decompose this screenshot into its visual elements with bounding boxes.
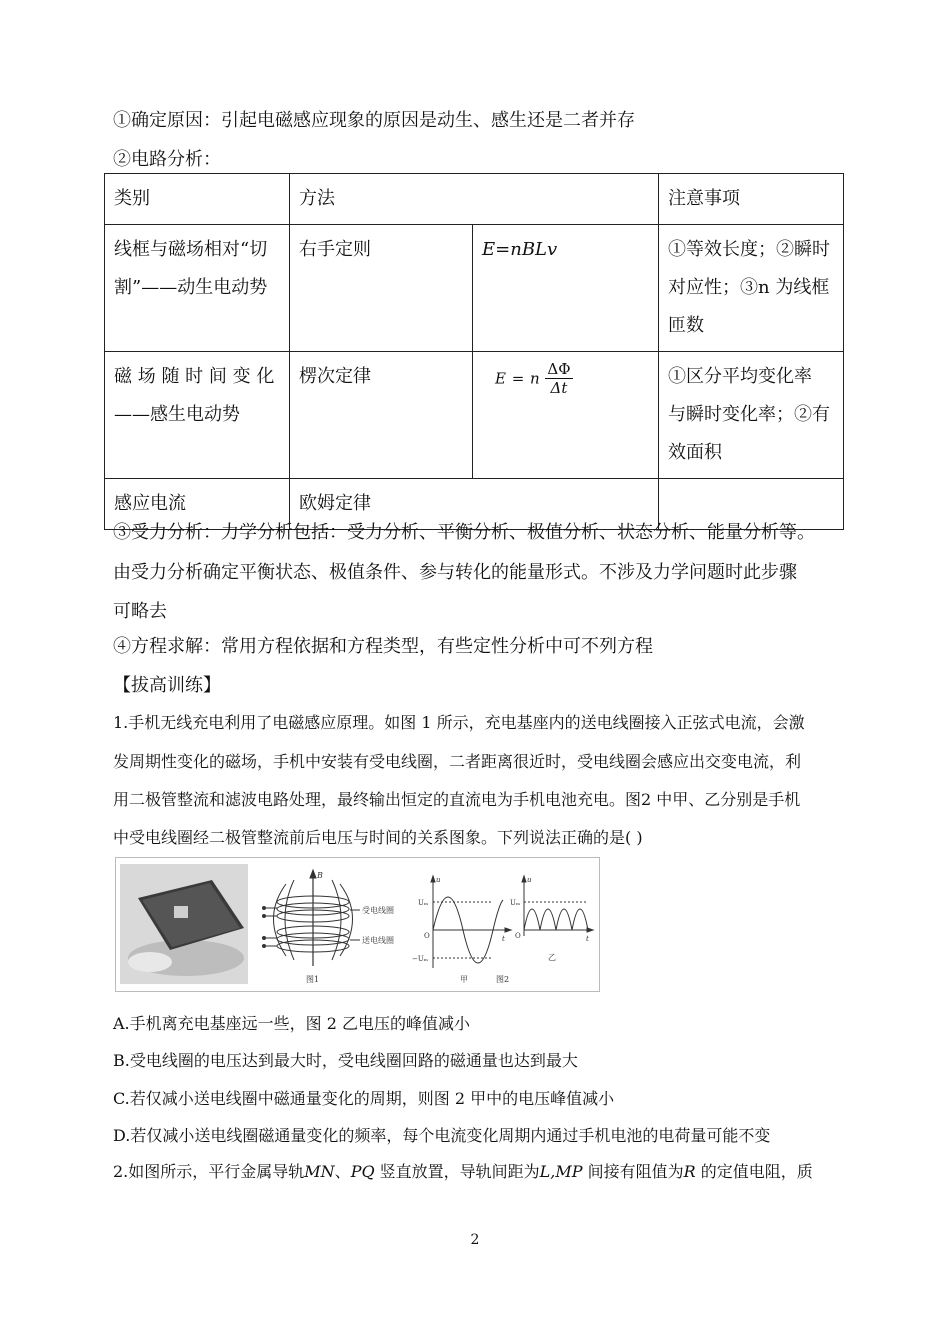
q1-figure (115, 857, 600, 992)
fig1-caption: 图1 (306, 975, 320, 984)
graph-jia (431, 876, 511, 968)
circuit-analysis-table (104, 173, 844, 530)
jia-neg-um-label: −Uₘ (412, 955, 429, 963)
q1-line-4: 中受电线圈经二极管整流前后电压与时间的关系图象。下列说法正确的是( ) (113, 828, 643, 847)
fraction-dphi-dt: $\frac{\Delta\Phi}{\Delta t}$ (547, 360, 571, 397)
graph-yi (522, 876, 593, 936)
page-number: 2 (470, 1232, 480, 1248)
step-3-force-a: ③受力分析：力学分析包括：受力分析、平衡分析、极值分析、状态分析、能量分析等。 (113, 522, 815, 543)
row1-category: 线框与磁场相对“切 割”——动生电动势 (105, 225, 290, 352)
yi-um-label: Uₘ (510, 899, 521, 907)
yi-origin-label: O (515, 932, 521, 940)
jia-origin-label: O (424, 932, 430, 940)
wireless-charging-figure (116, 858, 599, 991)
q1-option-c: C.若仅减小送电线圈中磁通量变化的周期，则图 2 甲中的电压峰值减小 (113, 1089, 615, 1108)
table-header-row (105, 174, 844, 225)
q2-line-1: 2.如图所示，平行金属导轨MN、PQ 竖直放置，导轨间距为L,MP 间接有阻值为R 的定值电阻，质 (113, 1162, 813, 1181)
row3-method: 欧姆定律 (290, 479, 659, 530)
q1-line-3: 用二极管整流和滤波电路处理，最终输出恒定的直流电为手机电池充电。图2 中甲、乙分别是手机 (113, 790, 801, 809)
row3-category: 感应电流 (105, 479, 290, 530)
yi-u-axis: u (527, 876, 532, 884)
header-notes: 注意事项 (659, 174, 844, 225)
jia-um-label: Uₘ (418, 899, 429, 907)
row2-notes: ①区分平均变化率 与瞬时变化率；②有 效面积 (659, 352, 844, 479)
jia-t-axis: t (502, 935, 505, 943)
step-4-solve: ④方程求解：常用方程依据和方程类型，有些定性分析中可不列方程 (113, 636, 653, 657)
q1-line-1: 1.手机无线充电利用了电磁感应原理。如图 1 所示，充电基座内的送电线圈接入正弦式电流，会激 (113, 713, 805, 732)
q1-option-b: B.受电线圈的电压达到最大时，受电线圈回路的磁通量也达到最大 (113, 1051, 578, 1070)
yi-t-axis: t (586, 935, 589, 943)
yi-caption: 乙 (548, 953, 556, 962)
q1-option-a: A.手机离充电基座远一些，图 2 乙电压的峰值减小 (113, 1014, 470, 1033)
b-field-label: B (317, 871, 323, 880)
coil-diagram (263, 870, 361, 966)
table-row (105, 225, 844, 352)
row2-category: 磁 场 随 时 间 变 化 ——感生电动势 (105, 352, 290, 479)
row1-method: 右手定则 (290, 225, 473, 352)
transmitter-coil-label: 送电线圈 (362, 936, 394, 945)
header-method: 方法 (290, 174, 659, 225)
receiver-coil-label: 受电线圈 (362, 906, 394, 915)
table-row (105, 352, 844, 479)
step-3-force-c: 可略去 (113, 601, 167, 622)
section-title: 【拔高训练】 (113, 675, 221, 696)
step-2-circuit: ②电路分析： (113, 149, 221, 170)
row2-method: 楞次定律 (290, 352, 473, 479)
row1-formula: E=nBLv (473, 225, 659, 352)
fig2-caption: 图2 (496, 975, 510, 984)
row1-notes: ①等效长度；②瞬时 对应性；③n 为线框 匝数 (659, 225, 844, 352)
step-3-force-b: 由受力分析确定平衡状态、极值条件、参与转化的能量形式。不涉及力学问题时此步骤 (113, 562, 797, 583)
jia-u-axis: u (436, 876, 441, 884)
q1-line-2: 发周期性变化的磁场，手机中安装有受电线圈，二者距离很近时，受电线圈会感应出交变电流，利 (113, 752, 802, 771)
row2-formula: E = n $\frac{\Delta\Phi}{\Delta t}$ (473, 352, 659, 479)
q1-option-d: D.若仅减小送电线圈磁通量变化的频率，每个电流变化周期内通过手机电池的电荷量可能不变 (113, 1126, 771, 1145)
header-category: 类别 (105, 174, 290, 225)
jia-caption: 甲 (460, 975, 468, 984)
phone-charger-photo (120, 864, 248, 984)
step-1-cause: ①确定原因：引起电磁感应现象的原因是动生、感生还是二者并存 (113, 110, 635, 131)
